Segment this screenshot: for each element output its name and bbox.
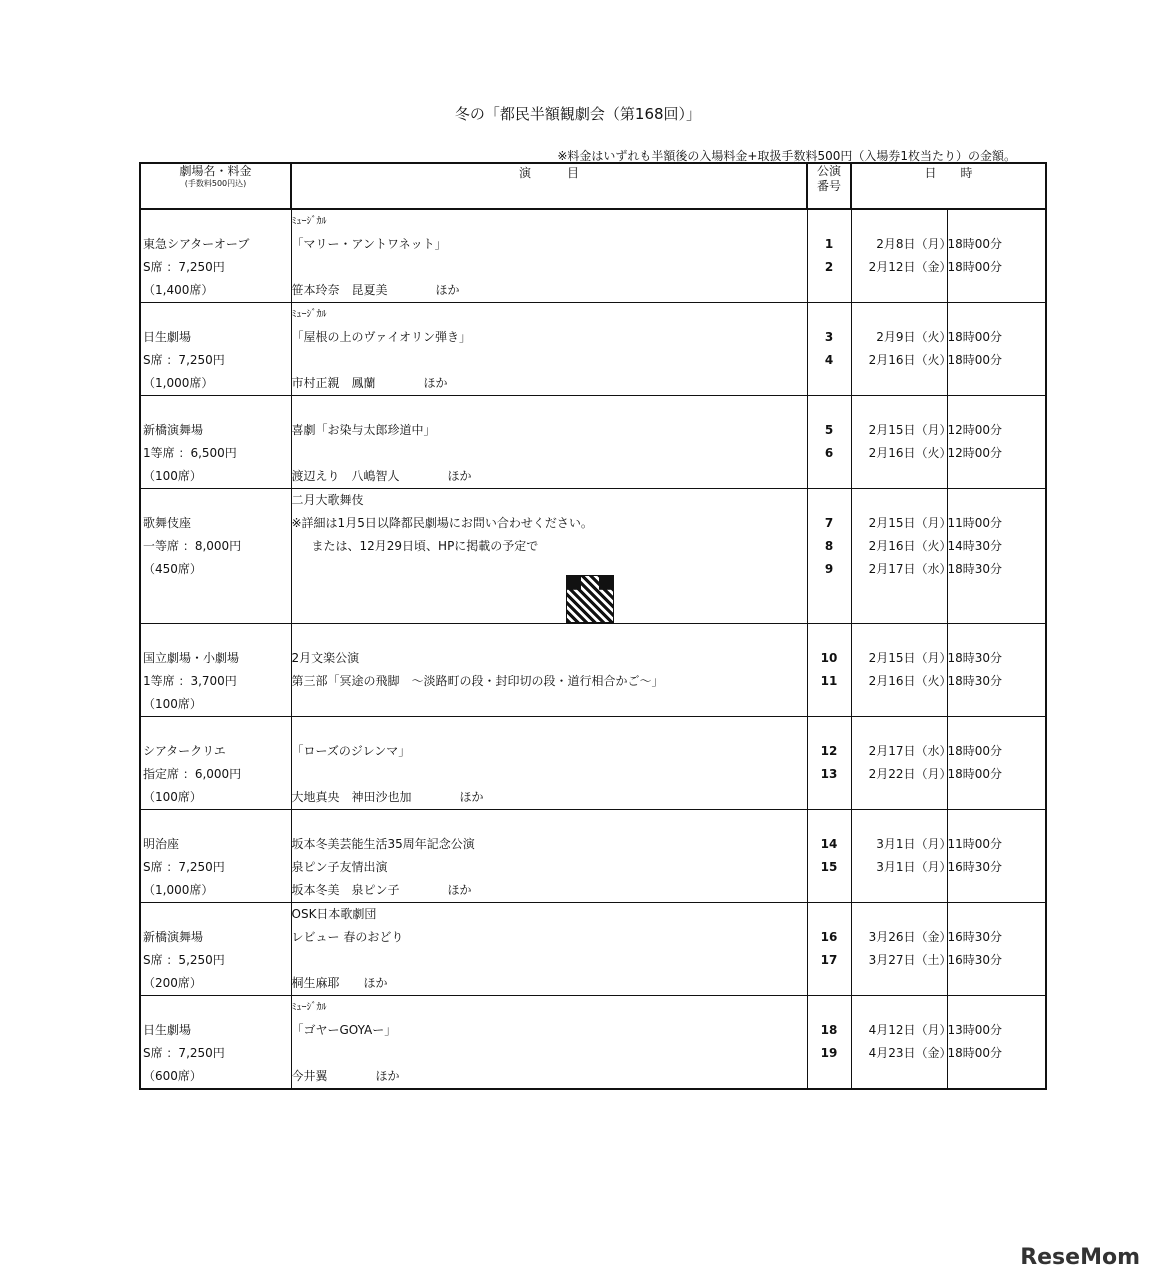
theater-line: S席 ：7,250円 [143,860,225,874]
performance-time [948,903,1046,926]
number-cell [807,810,851,903]
performance-number [808,465,851,488]
performance-number: 9 [824,562,834,576]
header-theater [140,163,291,209]
performance-time: 16時30分 [947,930,1003,944]
date-line [852,647,952,670]
header-theater-label: 劇場名・料金 [179,164,252,178]
header-datetime: 日 時 [851,163,1046,209]
performance-time: 18時00分 [947,330,1003,344]
date-line [852,419,952,442]
performance-date: 2月8日 [876,237,916,251]
program-line: ﾐｭｰｼﾞｶﾙ [291,309,327,320]
theater-line [141,396,291,419]
theater-cell [140,996,291,1090]
date-line [852,740,952,763]
theater-line: 一等席 ：8,000円 [143,539,242,553]
theater-cell [140,624,291,717]
performance-weekday: （月） [915,860,952,874]
theater-line: （1,400席） [143,283,214,297]
date-line [852,1019,952,1042]
date-line [852,693,947,716]
theater-line: S席 ：7,250円 [143,1046,225,1060]
price-note: ※料金はいずれも半額後の入場料金+取扱手数料500円（入場券1枚当たり）の金額。 [557,149,1016,163]
theater-line [141,903,291,926]
performance-date: 2月17日 [868,562,916,576]
performance-weekday: （月） [915,516,952,530]
performance-time: 11時00分 [947,516,1003,530]
performance-number: 14 [820,837,838,851]
table-row [140,396,1046,489]
program-line: ※詳細は1月5日以降都民劇場にお問い合わせください。 [291,516,593,530]
number-cell [807,996,851,1090]
performance-number: 3 [824,330,834,344]
date-line [852,1042,952,1065]
performance-weekday: （火） [915,539,952,553]
theater-line: （600席） [143,1069,202,1083]
program-line [292,763,807,786]
number-cell [807,624,851,717]
performance-weekday: （金） [915,260,952,274]
table-row [140,996,1046,1090]
performance-weekday: （金） [915,1046,952,1060]
performance-time: 18時30分 [947,562,1003,576]
date-line [852,786,947,809]
theater-cell [140,303,291,396]
number-cell [807,903,851,996]
date-line [852,489,947,512]
performance-time [948,489,1046,512]
theater-line [141,810,291,833]
theater-line: （100席） [143,697,202,711]
theater-line [141,303,291,326]
program-line: 大地真央 神田沙也加 ほか [291,790,484,804]
performance-number [808,693,851,716]
performance-time: 18時00分 [947,260,1003,274]
theater-line: 新橋演舞場 [143,930,204,944]
performance-number [808,972,851,995]
theater-cell [140,209,291,303]
performance-weekday: （水） [915,744,952,758]
program-line [292,717,807,740]
theater-line: シアタークリエ [143,744,226,758]
program-line: または、12月29日頃、HPに掲載の予定で [311,539,539,553]
performance-number [808,786,851,809]
performance-date: 2月15日 [868,651,916,665]
theater-cell [140,396,291,489]
performance-time: 18時00分 [947,767,1003,781]
theater-line: 指定席 ：6,000円 [143,767,242,781]
program-line: 渡辺えり 八嶋智人 ほか [291,469,472,483]
performance-time [948,396,1046,419]
time-cell [947,810,1046,903]
program-line [292,558,807,581]
performance-number: 18 [820,1023,838,1037]
program-line [292,442,807,465]
performance-date: 3月1日 [876,837,916,851]
theater-line [141,624,291,647]
performance-number [808,303,851,326]
date-cell [851,209,952,303]
performance-time [948,717,1046,740]
date-cell [851,903,952,996]
date-line [852,879,947,902]
date-line [852,210,947,233]
program-line [292,949,807,972]
performance-number [808,879,851,902]
program-cell [291,303,807,396]
program-line [292,810,807,833]
performance-date: 2月16日 [868,353,916,367]
program-line: ﾐｭｰｼﾞｶﾙ [291,216,327,227]
number-cell [807,209,851,303]
program-cell [291,810,807,903]
performance-weekday: （月） [915,837,952,851]
performance-time: 18時00分 [947,744,1003,758]
program-line: 2月文楽公演 [291,651,360,665]
date-line [852,512,952,535]
performance-number [808,624,851,647]
date-line [852,303,947,326]
theater-line: 日生劇場 [143,1023,192,1037]
performance-weekday: （火） [915,330,952,344]
table-header-row [140,163,1046,209]
program-line: 「屋根の上のヴァイオリン弾き」 [291,330,472,344]
schedule-table [139,162,1047,1090]
time-cell [947,996,1046,1090]
program-cell [291,903,807,996]
date-cell [851,996,952,1090]
program-line [292,256,807,279]
performance-weekday: （火） [915,674,952,688]
resemom-logo: ReseMom [1020,1245,1140,1270]
performance-number: 11 [820,674,838,688]
performance-number [808,996,851,1019]
performance-number: 10 [820,651,838,665]
performance-weekday: （土） [915,953,952,967]
theater-line: 国立劇場・小劇場 [143,651,240,665]
performance-number: 15 [820,860,838,874]
program-line: 「ゴヤーGOYAー」 [291,1023,397,1037]
performance-number [808,810,851,833]
program-line [292,624,807,647]
theater-line: S席 ：5,250円 [143,953,225,967]
performance-time [948,624,1046,647]
performance-weekday: （月） [915,651,952,665]
date-line [852,279,947,302]
date-line [852,763,952,786]
theater-line: （450席） [143,562,202,576]
date-cell [851,489,952,624]
performance-time [948,279,1046,302]
header-number [807,163,851,209]
table-row [140,489,1046,624]
performance-time [948,810,1046,833]
table-row [140,624,1046,717]
performance-weekday: （金） [915,930,952,944]
program-line: 市村正親 鳳蘭 ほか [291,376,448,390]
performance-date: 2月12日 [868,260,916,274]
theater-line: S席 ：7,250円 [143,353,225,367]
table-row [140,303,1046,396]
theater-cell [140,903,291,996]
performance-number: 5 [824,423,834,437]
program-line: レビュー 春のおどり [291,930,404,944]
table-row [140,903,1046,996]
theater-line [141,717,291,740]
table-row [140,810,1046,903]
qr-code-icon[interactable] [566,575,614,623]
date-line [852,233,952,256]
date-line [852,326,952,349]
program-cell [291,209,807,303]
performance-number: 8 [824,539,834,553]
document-title: 冬の「都民半額観劇会（第168回）」 [454,105,702,123]
performance-time: 11時00分 [947,837,1003,851]
performance-time [948,786,1046,809]
date-cell [851,810,952,903]
theater-line [141,996,291,1019]
performance-number [808,489,851,512]
performance-date: 2月22日 [868,767,916,781]
date-line [852,372,947,395]
program-line: 泉ピン子友情出演 [291,860,388,874]
theater-line: 1等席 ：6,500円 [143,446,237,460]
program-line: 「マリー・アントワネット」 [291,237,447,251]
program-line: ﾐｭｰｼﾞｶﾙ [291,1002,327,1013]
theater-line: 歌舞伎座 [143,516,192,530]
program-line: 坂本冬美 泉ピン子 ほか [291,883,472,897]
performance-weekday: （火） [915,446,952,460]
date-line [852,903,947,926]
program-line: 喜劇「お染与太郎珍道中」 [291,423,436,437]
performance-number: 4 [824,353,834,367]
table-row [140,209,1046,303]
performance-date: 2月15日 [868,423,916,437]
performance-number: 1 [824,237,834,251]
program-line: 第三部「冥途の飛脚 ～淡路町の段・封印切の段・道行相合かご～」 [291,674,664,688]
date-cell [851,717,952,810]
date-line [852,972,947,995]
theater-cell [140,717,291,810]
performance-date: 2月9日 [876,330,916,344]
date-cell [851,303,952,396]
program-cell [291,717,807,810]
time-cell [947,624,1046,717]
program-cell [291,396,807,489]
header-theater-sub: (手数料500円込) [184,179,247,188]
performance-weekday: （月） [915,237,952,251]
performance-time [948,303,1046,326]
date-line [852,442,952,465]
performance-time: 14時30分 [947,539,1003,553]
performance-weekday: （月） [915,423,952,437]
theater-line: 東急シアターオーブ [143,237,250,251]
date-line [852,256,952,279]
date-cell [851,396,952,489]
performance-date: 4月23日 [868,1046,916,1060]
performance-date: 2月15日 [868,516,916,530]
theater-line: 新橋演舞場 [143,423,204,437]
number-cell [807,717,851,810]
program-line [292,396,807,419]
performance-number [808,279,851,302]
program-line: OSK日本歌劇団 [291,907,377,921]
performance-number: 19 [820,1046,838,1060]
performance-time: 18時30分 [947,651,1003,665]
performance-date: 2月16日 [868,446,916,460]
theater-line: 日生劇場 [143,330,192,344]
date-cell [851,624,952,717]
date-line [852,349,952,372]
program-cell [291,489,807,624]
theater-line: （100席） [143,790,202,804]
theater-line: S席 ：7,250円 [143,260,225,274]
program-line [292,693,807,716]
performance-time: 16時30分 [947,953,1003,967]
theater-line: （1,000席） [143,376,214,390]
program-cell [291,624,807,717]
performance-number: 17 [820,953,838,967]
date-line [852,856,952,879]
performance-time: 18時00分 [947,353,1003,367]
program-cell [291,996,807,1090]
performance-time: 16時30分 [947,860,1003,874]
performance-number: 2 [824,260,834,274]
performance-weekday: （水） [915,562,952,576]
performance-time: 18時00分 [947,237,1003,251]
performance-weekday: （月） [915,767,952,781]
performance-time: 18時30分 [947,674,1003,688]
performance-number [808,210,851,233]
header-number-label: 公演 番号 [816,164,841,193]
program-line: 坂本冬美芸能生活35周年記念公演 [291,837,475,851]
performance-number: 6 [824,446,834,460]
theater-cell [140,489,291,624]
theater-line [141,489,291,512]
date-line [852,833,952,856]
performance-date: 3月27日 [868,953,916,967]
performance-time [948,693,1046,716]
performance-date: 3月26日 [868,930,916,944]
theater-line: 1等席 ：3,700円 [143,674,237,688]
date-line [852,396,947,419]
date-line [852,810,947,833]
performance-time [948,372,1046,395]
program-line: 今井翼 ほか [291,1069,400,1083]
table-row [140,717,1046,810]
time-cell [947,489,1046,624]
program-line: 笹本玲奈 昆夏美 ほか [291,283,460,297]
performance-date: 2月16日 [868,674,916,688]
performance-time: 13時00分 [947,1023,1003,1037]
performance-weekday: （火） [915,353,952,367]
date-line [852,1065,947,1088]
theater-line: （200席） [143,976,202,990]
time-cell [947,396,1046,489]
performance-number: 13 [820,767,838,781]
performance-number [808,396,851,419]
performance-time: 18時00分 [947,1046,1003,1060]
performance-number [808,717,851,740]
date-line [852,670,952,693]
performance-weekday: （月） [915,1023,952,1037]
performance-time: 12時00分 [947,423,1003,437]
performance-time [948,996,1046,1019]
theater-line: （100席） [143,469,202,483]
date-line [852,996,947,1019]
performance-time [948,465,1046,488]
date-line [852,558,952,581]
date-line [852,535,952,558]
date-line [852,465,947,488]
performance-time [948,879,1046,902]
performance-number [808,903,851,926]
performance-date: 2月16日 [868,539,916,553]
performance-number [808,1065,851,1088]
performance-time [948,1065,1046,1088]
number-cell [807,489,851,624]
program-line: 二月大歌舞伎 [291,493,364,507]
time-cell [947,209,1046,303]
performance-date: 2月17日 [868,744,916,758]
program-line [292,1042,807,1065]
performance-number: 7 [824,516,834,530]
performance-number: 16 [820,930,838,944]
program-line: 「ローズのジレンマ」 [291,744,411,758]
theater-line: （1,000席） [143,883,214,897]
program-line: 桐生麻耶 ほか [291,976,388,990]
theater-cell [140,810,291,903]
header-program: 演 目 [291,163,807,209]
time-cell [947,903,1046,996]
performance-number [808,372,851,395]
time-cell [947,717,1046,810]
performance-date: 4月12日 [868,1023,916,1037]
number-cell [807,396,851,489]
performance-number: 12 [820,744,838,758]
date-line [852,624,947,647]
date-line [852,717,947,740]
theater-line: 明治座 [143,837,180,851]
performance-time [948,210,1046,233]
date-line [852,926,952,949]
theater-line [141,210,291,233]
date-line [852,949,952,972]
performance-date: 3月1日 [876,860,916,874]
number-cell [807,303,851,396]
program-line [292,349,807,372]
performance-time [948,972,1046,995]
performance-time: 12時00分 [947,446,1003,460]
time-cell [947,303,1046,396]
